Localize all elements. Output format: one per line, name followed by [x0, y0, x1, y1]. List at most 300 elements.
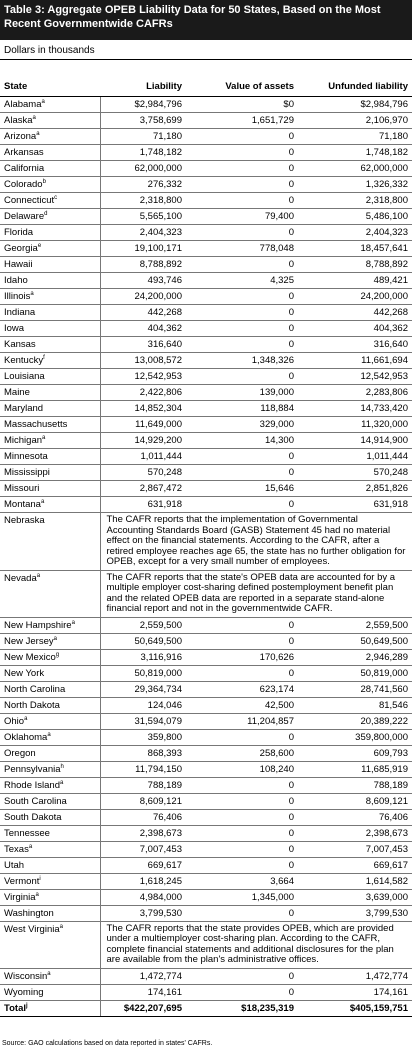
- assets-cell: 108,240: [186, 761, 298, 777]
- state-cell: [0, 337, 100, 353]
- state-name: Nevada: [4, 572, 37, 584]
- liability-cell: 24,200,000: [100, 289, 186, 305]
- footnote-marker: a: [53, 635, 57, 642]
- unfunded-cell: 2,398,673: [298, 825, 412, 841]
- state-cell: [0, 161, 100, 177]
- state-cell: [0, 761, 100, 777]
- unfunded-cell: 50,649,500: [298, 633, 412, 649]
- state-name: Utah: [4, 859, 25, 871]
- footnote-marker: a: [59, 779, 64, 786]
- liability-cell: 669,617: [100, 857, 186, 873]
- footnote-marker: a: [24, 715, 28, 722]
- state-name: Hawaii: [4, 259, 33, 270]
- unfunded-cell: 20,389,222: [298, 713, 412, 729]
- table-row: [0, 513, 412, 571]
- footnote-marker: a: [35, 891, 39, 898]
- assets-cell: 1,348,326: [186, 353, 298, 369]
- unfunded-cell: 489,421: [298, 273, 412, 289]
- state-cell: [0, 465, 100, 481]
- state-name: Nebraska: [4, 515, 45, 526]
- unfunded-cell: 2,106,970: [298, 113, 412, 129]
- unfunded-cell: 359,800,000: [298, 729, 412, 745]
- state-cell: [0, 809, 100, 825]
- liability-cell: $2,984,796: [100, 97, 186, 113]
- state-cell: [0, 984, 100, 1000]
- unfunded-cell: 76,406: [298, 809, 412, 825]
- table-row: [0, 777, 412, 793]
- state-name: Florida: [4, 227, 34, 238]
- liability-cell: 2,867,472: [100, 481, 186, 497]
- liability-cell: 14,929,200: [100, 433, 186, 449]
- state-cell: [0, 968, 100, 984]
- unfunded-cell: 2,283,806: [298, 385, 412, 401]
- assets-cell: 0: [186, 497, 298, 513]
- liability-cell: 570,248: [100, 465, 186, 481]
- state-name: Georgia: [4, 243, 38, 254]
- table-row: [0, 353, 412, 369]
- liability-cell: 76,406: [100, 809, 186, 825]
- state-cell: [0, 745, 100, 761]
- table-row: [0, 729, 412, 745]
- unfunded-cell: 1,614,582: [298, 873, 412, 889]
- table-row: [0, 793, 412, 809]
- unfunded-cell: 2,318,800: [298, 193, 412, 209]
- state-name: Tennessee: [4, 827, 50, 839]
- state-name: Wisconsin: [4, 970, 48, 982]
- unfunded-cell: 316,640: [298, 337, 412, 353]
- liability-cell: 1,748,182: [100, 145, 186, 161]
- unfunded-cell: 3,799,530: [298, 905, 412, 921]
- state-name: Texas: [4, 843, 29, 855]
- state-name: Minnesota: [4, 451, 48, 462]
- state-name: Montana: [4, 499, 41, 510]
- assets-cell: 14,300: [186, 433, 298, 449]
- state-cell: [0, 697, 100, 713]
- state-cell: [0, 417, 100, 433]
- footnote-marker: a: [71, 619, 75, 626]
- table-row: [0, 209, 412, 225]
- state-name: Wyoming: [4, 986, 44, 998]
- state-cell: [0, 369, 100, 385]
- unfunded-cell: 8,788,892: [298, 257, 412, 273]
- state-cell: [0, 145, 100, 161]
- unfunded-cell: 1,472,774: [298, 968, 412, 984]
- state-cell: [0, 841, 100, 857]
- assets-cell: 0: [186, 793, 298, 809]
- note-cell: The CAFR reports that the implementation of Governmental Accounting Standards Board (GASB) Statement 45 had no material effect on the financial statements. According to the CAFR, after a retired employee reaches age 65, the state has no further obligation for OPEB, except for a very small number of employees.: [100, 513, 412, 571]
- footnote-marker: i: [39, 875, 41, 882]
- units-note: Dollars in thousands: [0, 42, 412, 60]
- state-name: Rhode Island: [4, 779, 60, 791]
- state-name: Arizona: [4, 131, 37, 142]
- state-cell: [0, 257, 100, 273]
- assets-cell: 79,400: [186, 209, 298, 225]
- unfunded-cell: 2,946,289: [298, 649, 412, 665]
- unfunded-cell: 7,007,453: [298, 841, 412, 857]
- table-row: [0, 337, 412, 353]
- state-name: South Dakota: [4, 811, 62, 823]
- state-name: Oklahoma: [4, 731, 48, 743]
- header-liability: Liability: [100, 70, 186, 97]
- liability-cell: 631,918: [100, 497, 186, 513]
- table-row: [0, 921, 412, 968]
- unfunded-cell: 570,248: [298, 465, 412, 481]
- state-name: New Hampshire: [4, 619, 72, 631]
- state-name: North Carolina: [4, 683, 66, 695]
- state-name: Alabama: [4, 99, 42, 110]
- unfunded-cell: 71,180: [298, 129, 412, 145]
- state-name: New York: [4, 667, 45, 679]
- assets-cell: 0: [186, 305, 298, 321]
- state-cell: [0, 665, 100, 681]
- liability-cell: 2,318,800: [100, 193, 186, 209]
- liability-cell: 174,161: [100, 984, 186, 1000]
- assets-cell: 0: [186, 729, 298, 745]
- footnote-marker: f: [43, 354, 45, 361]
- liability-cell: 12,542,953: [100, 369, 186, 385]
- state-name: Ohio: [4, 715, 25, 727]
- state-cell: [0, 289, 100, 305]
- table-row: [0, 481, 412, 497]
- state-cell: [0, 570, 100, 617]
- state-cell: [0, 97, 100, 113]
- unfunded-cell: 18,457,641: [298, 241, 412, 257]
- state-name: Delaware: [4, 211, 45, 222]
- assets-cell: 0: [186, 289, 298, 305]
- unfunded-cell: 631,918: [298, 497, 412, 513]
- assets-cell: $0: [186, 97, 298, 113]
- state-name: Virginia: [4, 891, 36, 903]
- liability-cell: 71,180: [100, 129, 186, 145]
- state-name: Pennsylvania: [4, 763, 61, 775]
- table-row: [0, 289, 412, 305]
- assets-cell: 0: [186, 369, 298, 385]
- state-name: Maryland: [4, 403, 44, 414]
- state-name: New Jersey: [4, 635, 54, 647]
- assets-cell: 0: [186, 984, 298, 1000]
- unfunded-cell: 14,733,420: [298, 401, 412, 417]
- liability-cell: 5,565,100: [100, 209, 186, 225]
- footnote-marker: a: [59, 923, 63, 930]
- state-cell: [0, 193, 100, 209]
- assets-cell: 0: [186, 825, 298, 841]
- unfunded-cell: 8,609,121: [298, 793, 412, 809]
- state-name: Idaho: [4, 275, 28, 286]
- table-row: [0, 145, 412, 161]
- state-name: Michigan: [4, 435, 43, 446]
- table-row: [0, 873, 412, 889]
- assets-cell: 0: [186, 225, 298, 241]
- table-row: [0, 984, 412, 1000]
- table-row: [0, 449, 412, 465]
- table-row: [0, 401, 412, 417]
- assets-cell: 623,174: [186, 681, 298, 697]
- liability-cell: 316,640: [100, 337, 186, 353]
- table-row: [0, 257, 412, 273]
- state-cell: [0, 777, 100, 793]
- liability-cell: 8,788,892: [100, 257, 186, 273]
- liability-cell: 788,189: [100, 777, 186, 793]
- state-cell: [0, 825, 100, 841]
- unfunded-cell: 2,559,500: [298, 617, 412, 633]
- table-header: [0, 70, 412, 97]
- table-row: [0, 385, 412, 401]
- assets-cell: 0: [186, 809, 298, 825]
- table-row: [0, 809, 412, 825]
- header-unfunded: Unfunded liability: [298, 70, 412, 97]
- unfunded-cell: 1,011,444: [298, 449, 412, 465]
- footnote-marker: a: [40, 498, 45, 505]
- assets-cell: 118,884: [186, 401, 298, 417]
- liability-cell: 493,746: [100, 273, 186, 289]
- liability-cell: 442,268: [100, 305, 186, 321]
- liability-cell: 11,794,150: [100, 761, 186, 777]
- liability-cell: 2,422,806: [100, 385, 186, 401]
- liability-cell: 7,007,453: [100, 841, 186, 857]
- table-row: [0, 857, 412, 873]
- assets-cell: 0: [186, 777, 298, 793]
- liability-cell: 2,404,323: [100, 225, 186, 241]
- header-state: State: [0, 70, 100, 97]
- table-row: [0, 889, 412, 905]
- state-name: Kentucky: [4, 355, 44, 366]
- state-cell: [0, 177, 100, 193]
- state-name: Alaska: [4, 115, 33, 126]
- footnote-marker: a: [47, 970, 51, 977]
- assets-cell: 0: [186, 633, 298, 649]
- state-cell: [0, 481, 100, 497]
- table-row: [0, 968, 412, 984]
- liability-cell: 31,594,079: [100, 713, 186, 729]
- unfunded-cell: 14,914,900: [298, 433, 412, 449]
- state-name: Louisiana: [4, 371, 45, 382]
- state-cell: [0, 321, 100, 337]
- liability-cell: 4,984,000: [100, 889, 186, 905]
- state-cell: [0, 617, 100, 633]
- unfunded-cell: 24,200,000: [298, 289, 412, 305]
- assets-cell: 0: [186, 161, 298, 177]
- liability-cell: 50,649,500: [100, 633, 186, 649]
- liability-cell: 1,472,774: [100, 968, 186, 984]
- state-cell: [0, 1000, 100, 1016]
- assets-cell: 0: [186, 257, 298, 273]
- footnote-marker: a: [36, 130, 40, 137]
- assets-cell: 329,000: [186, 417, 298, 433]
- state-cell: [0, 497, 100, 513]
- table-row: [0, 841, 412, 857]
- state-name: Washington: [4, 907, 54, 919]
- state-cell: [0, 649, 100, 665]
- state-cell: [0, 225, 100, 241]
- table-row: [0, 713, 412, 729]
- state-cell: [0, 793, 100, 809]
- unfunded-cell: 12,542,953: [298, 369, 412, 385]
- source-note: Source: GAO calculations based on data reported in states' CAFRs.: [2, 1040, 213, 1047]
- table-row: [0, 129, 412, 145]
- footnote-marker: b: [42, 178, 46, 185]
- table-row: [0, 225, 412, 241]
- assets-cell: 258,600: [186, 745, 298, 761]
- liability-cell: 11,649,000: [100, 417, 186, 433]
- footnote-marker: j: [26, 1002, 28, 1009]
- footnote-marker: a: [32, 114, 36, 121]
- unfunded-cell: 62,000,000: [298, 161, 412, 177]
- state-cell: [0, 209, 100, 225]
- table-row: [0, 177, 412, 193]
- liability-cell: 29,364,734: [100, 681, 186, 697]
- assets-cell: 0: [186, 193, 298, 209]
- unfunded-cell: 788,189: [298, 777, 412, 793]
- state-cell: [0, 129, 100, 145]
- total-assets-cell: $18,235,319: [186, 1000, 298, 1016]
- state-name: Massachusetts: [4, 419, 68, 430]
- state-cell: [0, 681, 100, 697]
- state-cell: [0, 873, 100, 889]
- table-row: [0, 369, 412, 385]
- liability-cell: 8,609,121: [100, 793, 186, 809]
- footnote-marker: c: [54, 194, 58, 201]
- footnote-marker: a: [41, 98, 45, 105]
- unfunded-cell: 50,819,000: [298, 665, 412, 681]
- liability-cell: 868,393: [100, 745, 186, 761]
- table-title: Table 3: Aggregate OPEB Liability Data for 50 States, Based on the Most Recent Governmentwide CAFRs: [0, 0, 412, 40]
- state-name: California: [4, 163, 45, 174]
- assets-cell: 15,646: [186, 481, 298, 497]
- unfunded-cell: 2,404,323: [298, 225, 412, 241]
- unfunded-cell: 609,793: [298, 745, 412, 761]
- liability-cell: 14,852,304: [100, 401, 186, 417]
- unfunded-cell: 5,486,100: [298, 209, 412, 225]
- state-name: Connecticut: [4, 195, 55, 206]
- assets-cell: 0: [186, 857, 298, 873]
- table-row: [0, 617, 412, 633]
- liability-cell: 3,799,530: [100, 905, 186, 921]
- liability-cell: 359,800: [100, 729, 186, 745]
- unfunded-cell: 2,851,826: [298, 481, 412, 497]
- state-cell: [0, 857, 100, 873]
- state-name: Kansas: [4, 339, 36, 350]
- assets-cell: 0: [186, 449, 298, 465]
- footnote-marker: a: [28, 843, 33, 850]
- unfunded-cell: 1,326,332: [298, 177, 412, 193]
- state-name: Iowa: [4, 323, 25, 334]
- table-row: [0, 570, 412, 617]
- assets-cell: 0: [186, 465, 298, 481]
- assets-cell: 0: [186, 145, 298, 161]
- table-body: [0, 97, 412, 1017]
- liability-cell: 3,758,699: [100, 113, 186, 129]
- footnote-marker: a: [47, 731, 51, 738]
- opeb-table: [0, 70, 412, 1017]
- total-unfunded-cell: $405,159,751: [298, 1000, 412, 1016]
- liability-cell: 276,332: [100, 177, 186, 193]
- unfunded-cell: 81,546: [298, 697, 412, 713]
- table-row: [0, 681, 412, 697]
- table-row: [0, 665, 412, 681]
- state-cell: [0, 113, 100, 129]
- state-cell: [0, 713, 100, 729]
- liability-cell: 2,398,673: [100, 825, 186, 841]
- state-cell: [0, 513, 100, 571]
- table-row: [0, 321, 412, 337]
- state-name: Maine: [4, 387, 30, 398]
- table-row: [0, 745, 412, 761]
- assets-cell: 1,345,000: [186, 889, 298, 905]
- table-row: [0, 649, 412, 665]
- state-name: North Dakota: [4, 699, 60, 711]
- assets-cell: 778,048: [186, 241, 298, 257]
- state-cell: [0, 305, 100, 321]
- table-row: [0, 273, 412, 289]
- footnote-marker: e: [37, 242, 42, 249]
- state-name: Missouri: [4, 483, 40, 494]
- assets-cell: 3,664: [186, 873, 298, 889]
- assets-cell: 1,651,729: [186, 113, 298, 129]
- liability-cell: 1,618,245: [100, 873, 186, 889]
- footnote-marker: h: [60, 763, 64, 770]
- table-row: [0, 497, 412, 513]
- assets-cell: 0: [186, 321, 298, 337]
- liability-cell: 404,362: [100, 321, 186, 337]
- footnote-marker: a: [36, 572, 41, 579]
- assets-cell: 0: [186, 617, 298, 633]
- table-row: [0, 193, 412, 209]
- header-assets: Value of assets: [186, 70, 298, 97]
- table-row: [0, 761, 412, 777]
- state-cell: [0, 241, 100, 257]
- unfunded-cell: 11,320,000: [298, 417, 412, 433]
- liability-cell: 124,046: [100, 697, 186, 713]
- assets-cell: 4,325: [186, 273, 298, 289]
- total-row: [0, 1000, 412, 1016]
- unfunded-cell: 11,661,694: [298, 353, 412, 369]
- assets-cell: 0: [186, 177, 298, 193]
- table-row: [0, 697, 412, 713]
- state-cell: [0, 433, 100, 449]
- assets-cell: 42,500: [186, 697, 298, 713]
- state-cell: [0, 921, 100, 968]
- liability-cell: 50,819,000: [100, 665, 186, 681]
- state-cell: [0, 449, 100, 465]
- state-cell: [0, 905, 100, 921]
- unfunded-cell: 404,362: [298, 321, 412, 337]
- table-row: [0, 113, 412, 129]
- state-name: Arkansas: [4, 147, 44, 158]
- note-cell: The CAFR reports that the state's OPEB data are accounted for by a multiple employer cost-sharing defined postemployment benefit plan and the related OPEB data are reported in a separate stand-alone financial report and not in the governmentwide CAFR.: [100, 570, 412, 617]
- liability-cell: 1,011,444: [100, 449, 186, 465]
- liability-cell: 3,116,916: [100, 649, 186, 665]
- state-name: South Carolina: [4, 795, 67, 807]
- state-name: Oregon: [4, 747, 36, 759]
- footnote-marker: a: [42, 434, 46, 441]
- total-liability-cell: $422,207,695: [100, 1000, 186, 1016]
- state-cell: [0, 889, 100, 905]
- state-cell: [0, 273, 100, 289]
- state-cell: [0, 633, 100, 649]
- table-row: [0, 633, 412, 649]
- state-name: Illinois: [4, 291, 31, 302]
- state-cell: [0, 385, 100, 401]
- table-row: [0, 97, 412, 113]
- table-row: [0, 241, 412, 257]
- state-name: Colorado: [4, 179, 43, 190]
- state-cell: [0, 353, 100, 369]
- state-name: Total: [4, 1002, 26, 1014]
- state-name: West Virginia: [4, 923, 60, 935]
- unfunded-cell: 442,268: [298, 305, 412, 321]
- unfunded-cell: 669,617: [298, 857, 412, 873]
- state-name: Mississippi: [4, 467, 50, 478]
